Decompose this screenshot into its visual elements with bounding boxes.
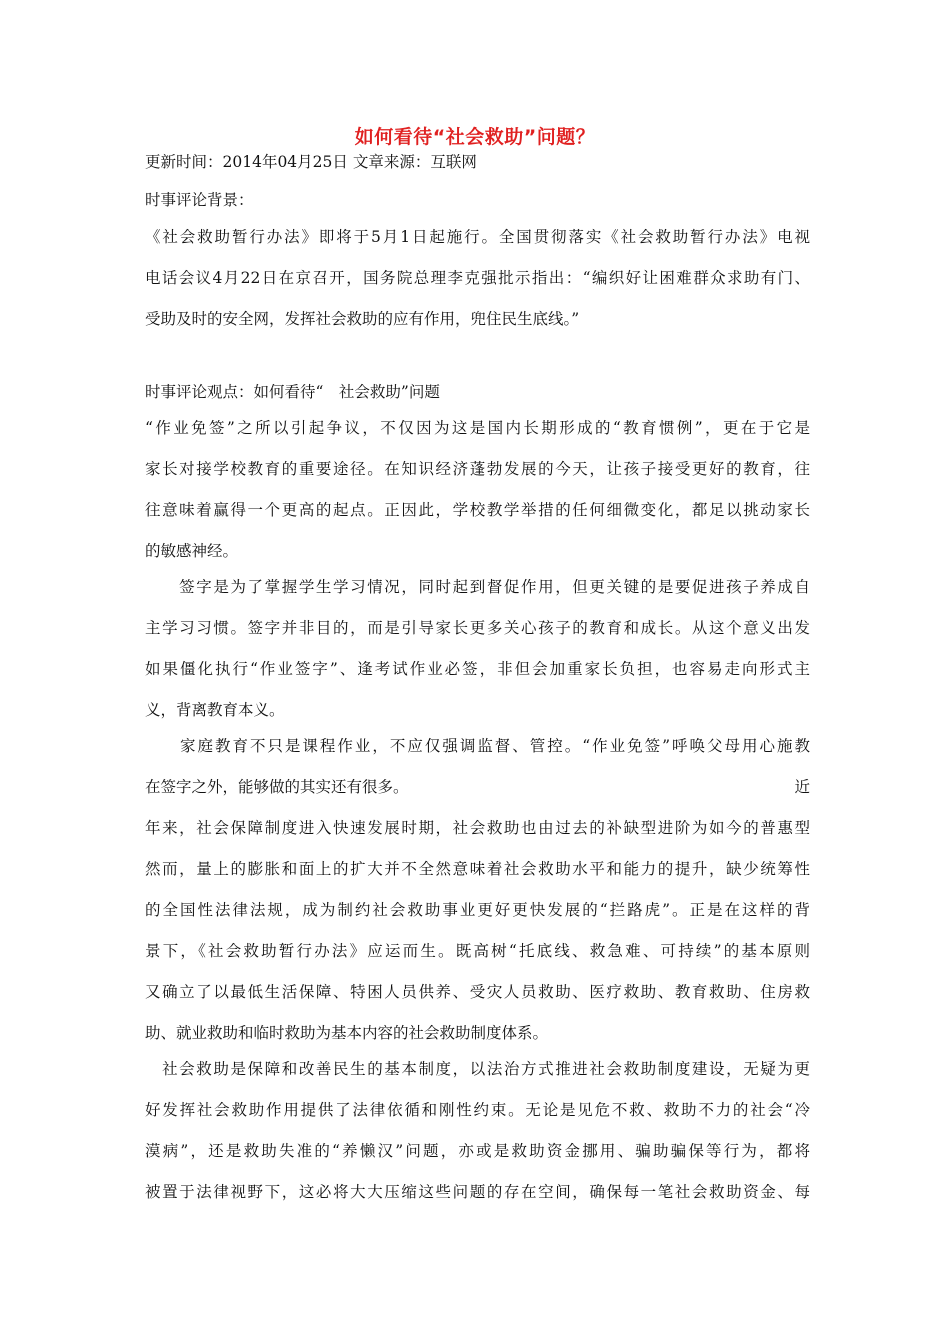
body-line: 被置于法律视野下，这必将大大压缩这些问题的存在空间，确保每一笔社会救助资金、每 <box>145 1183 810 1201</box>
body-line: 景下，《社会救助暂行办法》应运而生。既高树“托底线、救急难、可持续”的基本原则 <box>145 942 810 960</box>
body-line: 家庭教育不只是课程作业，不应仅强调监督、管控。“作业免签”呼唤父母用心施教 <box>145 737 810 755</box>
body-line: 签字是为了掌握学生学习情况，同时起到督促作用，但更关键的是要促进孩子养成自 <box>145 578 810 596</box>
background-line: 受助及时的安全网，发挥社会救助的应有作用，兜住民生底线。” <box>145 310 580 328</box>
body-line: 漠病”，还是救助失准的“养懒汉”问题，亦或是救助资金挪用、骗助骗保等行为，都将 <box>145 1142 810 1160</box>
background-heading: 时事评论背景： <box>145 191 254 209</box>
body-line: 义，背离教育本义。 <box>145 701 285 719</box>
background-line: 电话会议4月22日在京召开，国务院总理李克强批示指出：“编织好让困难群众求助有门、 <box>145 269 810 287</box>
body-line: 社会救助是保障和改善民生的基本制度，以法治方式推进社会救助制度建设，无疑为更 <box>145 1060 810 1078</box>
body-line: 家长对接学校教育的重要途径。在知识经济蓬勃发展的今天，让孩子接受更好的教育，往 <box>145 460 810 478</box>
article-title: 如何看待“社会救助”问题？ <box>354 126 596 148</box>
body-line-fragment: 近 <box>794 778 810 796</box>
body-line: 好发挥社会救助作用提供了法律依循和刚性约束。无论是见危不救、救助不力的社会“冷 <box>145 1101 810 1119</box>
body-line: 如果僵化执行“作业签字”、逢考试作业必签，非但会加重家长负担，也容易走向形式主 <box>145 660 810 678</box>
body-line: 又确立了以最低生活保障、特困人员供养、受灾人员救助、医疗救助、教育救助、住房救 <box>145 983 810 1001</box>
body-line: 的敏感神经。 <box>145 542 239 560</box>
article-meta: 更新时间：2014年04月25日 文章来源：互联网 <box>145 153 477 171</box>
body-line: “作业免签”之所以引起争议，不仅因为这是国内长期形成的“教育惯例”，更在于它是 <box>145 419 810 437</box>
body-line: 主学习习惯。签字并非目的，而是引导家长更多关心孩子的教育和成长。从这个意义出发 <box>145 619 810 637</box>
body-line: 年来，社会保障制度进入快速发展时期，社会救助也由过去的补缺型进阶为如今的普惠型 <box>145 819 810 837</box>
body-line: 往意味着赢得一个更高的起点。正因此，学校教学举措的任何细微变化，都足以挑动家长 <box>145 501 810 519</box>
viewpoint-heading: 时事评论观点：如何看待“ 社会救助”问题 <box>145 383 440 401</box>
body-line: 的全国性法律法规，成为制约社会救助事业更好更快发展的“拦路虎”。正是在这样的背 <box>145 901 810 919</box>
body-line: 然而，量上的膨胀和面上的扩大并不全然意味着社会救助水平和能力的提升，缺少统筹性 <box>145 860 810 878</box>
background-line: 《社会救助暂行办法》即将于5月1日起施行。全国贯彻落实《社会救助暂行办法》电视 <box>145 228 810 246</box>
body-line: 助、就业救助和临时救助为基本内容的社会救助制度体系。 <box>145 1024 549 1042</box>
body-line: 在签字之外，能够做的其实还有很多。 <box>145 778 409 796</box>
